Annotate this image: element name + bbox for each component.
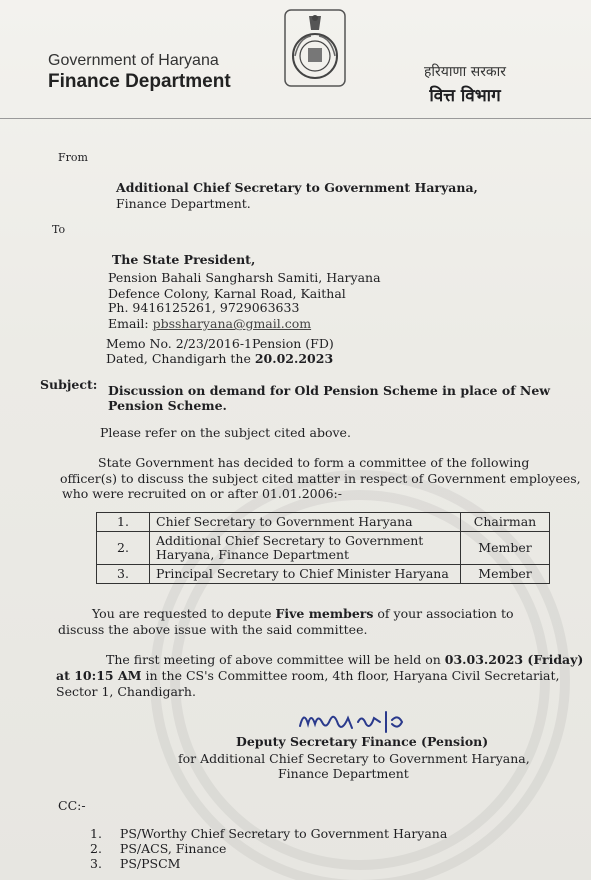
para1-line2: officer(s) to discuss the subject cited matter in respect of Government employees,	[60, 471, 581, 486]
government-name: Government of Haryana	[48, 52, 219, 69]
para3-pre: The first meeting of above committee will be held on	[106, 652, 445, 667]
cc-text: PS/PSCM	[119, 856, 181, 871]
table-row	[97, 565, 550, 584]
government-name-hindi: हरियाणा सरकार	[424, 64, 507, 80]
dated-label: Dated, Chandigarh the	[106, 351, 255, 366]
department-name-hindi: वित्त विभाग	[429, 86, 501, 106]
subject-line2: Pension Scheme.	[108, 398, 227, 413]
officer-name: Additional Chief Secretary to Government Haryana, Finance Department	[150, 532, 461, 565]
header-divider	[0, 118, 591, 119]
memo-date: 20.02.2023	[254, 351, 334, 366]
para2-line2: discuss the above issue with the said committee.	[58, 622, 368, 637]
signatory-department: Finance Department	[278, 766, 409, 781]
to-name: The State President,	[112, 252, 256, 267]
table-row	[97, 532, 550, 565]
meeting-date: 03.03.2023 (Friday)	[444, 652, 584, 667]
refer-text: Please refer on the subject cited above.	[100, 425, 351, 440]
cc-number: 3.	[90, 856, 102, 871]
list-item	[90, 856, 180, 871]
row-number: 1.	[97, 513, 150, 532]
officer-name: Chief Secretary to Government Haryana	[150, 513, 461, 532]
department-name: Finance Department	[48, 71, 231, 92]
meeting-time: at 10:15 AM	[56, 668, 142, 683]
officer-role: Member	[461, 565, 550, 584]
para1-line1: State Government has decided to form a committee of the following	[98, 455, 530, 470]
para2-pre: You are requested to depute	[92, 606, 276, 621]
memo-number: Memo No. 2/23/2016-1Pension (FD)	[106, 336, 334, 351]
row-number: 2.	[97, 532, 150, 565]
from-department: Finance Department.	[116, 196, 251, 211]
cc-text: PS/ACS, Finance	[119, 841, 227, 856]
officer-role: Chairman	[461, 513, 550, 532]
para3-line3: Sector 1, Chandigarh.	[56, 684, 196, 699]
header-hindi	[424, 62, 506, 106]
list-item	[90, 841, 226, 856]
cc-number: 2.	[90, 841, 102, 856]
para3-post: in the CS's Committee room, 4th floor, Haryana Civil Secretariat,	[141, 668, 560, 683]
para2-post: of your association to	[373, 606, 514, 621]
committee-table	[96, 512, 550, 584]
para2-line1	[92, 606, 514, 621]
to-email-row	[108, 316, 311, 331]
signatory-for-line: for Additional Chief Secretary to Government Haryana,	[178, 751, 530, 766]
para3-line1	[106, 652, 583, 667]
para3-line2	[56, 668, 559, 683]
haryana-emblem-icon	[283, 8, 347, 88]
signatory-title: Deputy Secretary Finance (Pension)	[236, 734, 489, 749]
officer-role: Member	[461, 532, 550, 565]
memo-date-row	[106, 351, 333, 366]
to-address-line2: Defence Colony, Karnal Road, Kaithal	[108, 286, 346, 301]
cc-label: CC:-	[58, 798, 86, 813]
table-row	[97, 513, 550, 532]
row-number: 3.	[97, 565, 150, 584]
subject-label: Subject:	[40, 377, 98, 392]
to-address-line1: Pension Bahali Sangharsh Samiti, Haryana	[108, 270, 381, 285]
cc-number: 1.	[90, 826, 102, 841]
email-label: Email:	[108, 316, 153, 331]
from-name: Additional Chief Secretary to Government Haryana,	[116, 180, 478, 195]
header-english	[48, 52, 231, 93]
email-link[interactable]: pbssharyana@gmail.com	[152, 316, 312, 331]
para1-line3: who were recruited on or after 01.01.2006:-	[62, 486, 342, 501]
to-label: To	[52, 223, 66, 236]
five-members: Five members	[275, 606, 374, 621]
to-phone: Ph. 9416125261, 9729063633	[108, 300, 300, 315]
cc-text: PS/Worthy Chief Secretary to Government Haryana	[119, 826, 448, 841]
officer-name: Principal Secretary to Chief Minister Haryana	[150, 565, 461, 584]
list-item	[90, 826, 447, 841]
from-label: From	[58, 151, 88, 164]
subject-line1: Discussion on demand for Old Pension Scheme in place of New	[108, 383, 551, 398]
